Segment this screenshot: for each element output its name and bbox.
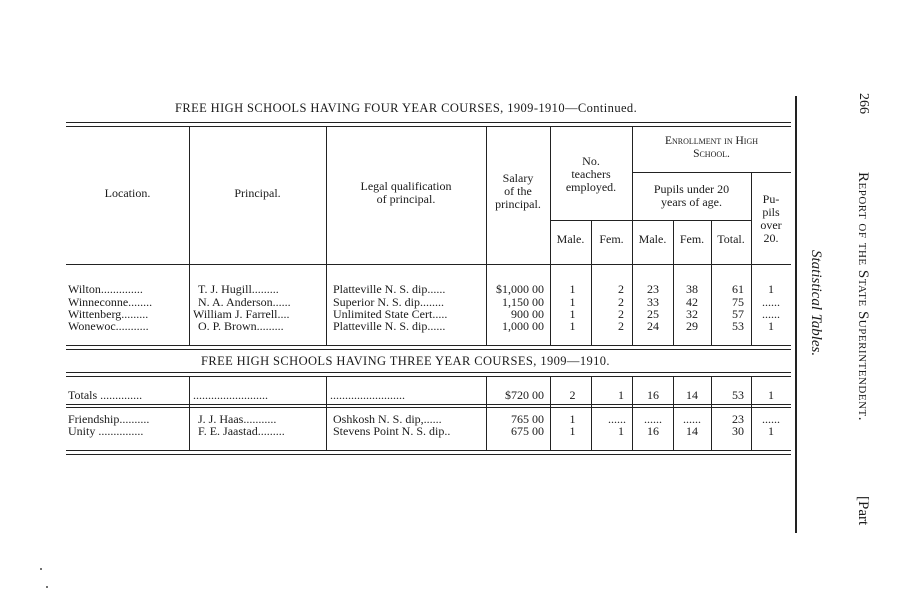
header-enrollment-line-2: School. <box>693 148 730 160</box>
table-row-principal: N. A. Anderson...... <box>198 295 291 309</box>
t2-rule-3 <box>486 377 487 450</box>
part-label: [Part <box>855 496 871 526</box>
header-over20-line-4: 20. <box>763 231 779 245</box>
body-rule-7 <box>673 274 674 345</box>
body-rule-6 <box>632 274 633 345</box>
header-fem-teachers: Fem. <box>599 232 624 246</box>
header-total: Total. <box>717 232 745 246</box>
table-row-fem-teachers: ...... <box>608 412 626 426</box>
table-row-principal: F. E. Jaastad......... <box>198 424 285 438</box>
header-male-pupils: Male. <box>638 232 667 246</box>
table-row-total: 75 <box>732 295 744 309</box>
header-fem-pupils: Fem. <box>679 232 705 246</box>
header-salary-line-2: of the <box>504 184 532 198</box>
table-row-total: 23 <box>732 412 744 426</box>
header-over20-line-3: over <box>760 218 782 232</box>
totals-male-pupils: 16 <box>647 388 659 402</box>
table-row-total: 53 <box>732 319 744 333</box>
table-row-over20: ...... <box>762 412 780 426</box>
totals-over20: 1 <box>768 388 774 402</box>
table-row-male-teachers: 1 <box>569 307 576 321</box>
header-teachers-line-1: No. <box>582 154 600 168</box>
header-salary <box>486 172 550 211</box>
col-rule-total <box>711 220 712 274</box>
table-row-qualification: Unlimited State Cert..... <box>333 307 448 321</box>
table-row-over20: 1 <box>768 424 774 438</box>
header-enrollment-line-1: Enrollment in High <box>664 135 759 147</box>
t2-rule-8 <box>711 377 712 450</box>
header-under20-line-2: years of age. <box>661 195 722 209</box>
header-qualification-line-1: Legal qualification <box>360 179 452 193</box>
bottom-rule-1 <box>66 450 791 451</box>
table-row-qualification: Oshkosh N. S. dip,...... <box>333 412 442 426</box>
table-row-male-teachers: 1 <box>569 295 576 309</box>
side-title: Statistical Tables. <box>808 250 824 357</box>
table-row-qualification: Platteville N. S. dip...... <box>333 282 446 296</box>
table-row-salary: 900 00 <box>511 307 544 321</box>
table-row-fem-teachers: 2 <box>618 319 624 333</box>
table-row-male-teachers: 1 <box>569 319 576 333</box>
table-row-male-teachers: 1 <box>569 424 576 438</box>
table-row-male-pupils: 33 <box>647 295 659 309</box>
t2-rule-9 <box>751 377 752 450</box>
table-row-male-pupils: ...... <box>644 412 662 426</box>
body-rule-2 <box>326 274 327 345</box>
table-row-salary: 765 00 <box>511 412 544 426</box>
top-rule-2 <box>66 126 791 127</box>
table-row-qualification: Superior N. S. dip........ <box>333 295 444 309</box>
table-row-fem-pupils: 38 <box>686 282 698 296</box>
header-teachers-line-2: teachers <box>571 167 611 181</box>
body-rule-3 <box>486 274 487 345</box>
totals-male-teachers: 2 <box>569 388 576 402</box>
header-qualification <box>326 180 486 206</box>
table-row-location: Friendship.......... <box>68 412 150 426</box>
t2-rule-6 <box>632 377 633 450</box>
header-bottom-rule <box>66 264 791 265</box>
col-rule-principal <box>189 127 190 274</box>
table-row-qualification: Platteville N. S. dip...... <box>333 319 446 333</box>
table-row-fem-pupils: 32 <box>686 307 698 321</box>
totals-rule-1 <box>66 404 791 405</box>
table-row-over20: ...... <box>762 295 780 309</box>
header-over20-line-1: Pu- <box>762 192 780 206</box>
header-teachers <box>550 155 632 194</box>
table2-title: FREE HIGH SCHOOLS HAVING THREE YEAR COURSES, 1909—1910. <box>201 354 610 368</box>
table-row-location: Unity ............... <box>68 424 144 438</box>
body-rule-5 <box>591 274 592 345</box>
table2-top-rule-2 <box>66 376 791 377</box>
col-rule-fem-teachers <box>591 220 592 274</box>
scan-speck <box>40 568 42 570</box>
totals-principal: ......................... <box>193 388 268 402</box>
table1-end-rule-2 <box>66 349 791 350</box>
table-row-fem-pupils: 42 <box>686 295 698 309</box>
table-row-over20: 1 <box>768 319 774 333</box>
body-rule-9 <box>751 274 752 345</box>
table1-title: FREE HIGH SCHOOLS HAVING FOUR YEAR COURSES, 1909-1910—Continued. <box>175 101 638 115</box>
header-over20-line-2: pils <box>762 205 780 219</box>
table-row-over20: 1 <box>768 282 774 296</box>
t2-rule-7 <box>673 377 674 450</box>
table-row-salary: 675 00 <box>511 424 544 438</box>
top-rule-1 <box>66 122 791 123</box>
scan-speck <box>46 586 48 588</box>
table-row-fem-pupils: 14 <box>686 424 698 438</box>
running-head: Report of the State Superintendent. <box>855 172 871 421</box>
header-male-teachers: Male. <box>556 232 585 246</box>
table-row-total: 61 <box>732 282 744 296</box>
totals-salary: $720 00 <box>505 388 544 402</box>
totals-label: Totals .............. <box>68 388 143 402</box>
table-row-male-pupils: 25 <box>647 307 659 321</box>
table1-end-rule-1 <box>66 345 791 346</box>
table-row-total: 57 <box>732 307 744 321</box>
header-location: Location. <box>104 186 151 200</box>
totals-qualification: ......................... <box>330 388 405 402</box>
totals-total: 53 <box>732 388 744 402</box>
table-row-principal: J. J. Haas........... <box>198 412 277 426</box>
table-row-fem-teachers: 2 <box>618 282 624 296</box>
table-row-male-teachers: 1 <box>569 282 576 296</box>
t2-rule-2 <box>326 377 327 450</box>
t2-rule-5 <box>591 377 592 450</box>
body-rule-4 <box>550 274 551 345</box>
header-principal: Principal. <box>234 186 281 200</box>
totals-fem-teachers: 1 <box>618 388 624 402</box>
header-teachers-line-3: employed. <box>565 180 617 194</box>
col-rule-fem-pupils <box>673 220 674 274</box>
header-under20 <box>632 183 751 209</box>
body-rule-1 <box>189 274 190 345</box>
table-row-fem-teachers: 1 <box>618 424 624 438</box>
table-row-fem-pupils: 29 <box>686 319 698 333</box>
t2-rule-4 <box>550 377 551 450</box>
totals-fem-pupils: 14 <box>686 388 698 402</box>
table-row-location: Winneconne........ <box>68 295 153 309</box>
table-row-total: 30 <box>732 424 744 438</box>
table-row-location: Wonewoc........... <box>68 319 149 333</box>
header-under20-line-1: Pupils under 20 <box>653 182 730 196</box>
totals-rule-2 <box>66 407 791 408</box>
table-row-over20: ...... <box>762 307 780 321</box>
header-salary-line-1: Salary <box>502 171 534 185</box>
table-row-location: Wilton.............. <box>68 282 143 296</box>
table-row-salary: 1,150 00 <box>502 295 544 309</box>
table-row-male-teachers: 1 <box>569 412 576 426</box>
table-row-salary: 1,000 00 <box>502 319 544 333</box>
table-row-principal: O. P. Brown......... <box>198 319 284 333</box>
col-rule-teachers <box>550 127 551 274</box>
table-row-fem-pupils: ...... <box>683 412 701 426</box>
table2-top-rule-1 <box>66 372 791 373</box>
table-row-fem-teachers: 2 <box>618 295 624 309</box>
enrollment-sub-rule <box>632 172 791 173</box>
side-rule <box>795 96 797 533</box>
table-row-location: Wittenberg......... <box>68 307 149 321</box>
header-over20 <box>751 193 791 245</box>
page-number: 266 <box>856 93 871 114</box>
table-row-male-pupils: 24 <box>647 319 659 333</box>
male-fem-rule <box>550 220 751 221</box>
table-row-fem-teachers: 2 <box>618 307 624 321</box>
table-row-male-pupils: 16 <box>647 424 659 438</box>
table-row-male-pupils: 23 <box>647 282 659 296</box>
header-enrollment <box>632 135 791 161</box>
table-row-qualification: Stevens Point N. S. dip.. <box>333 424 451 438</box>
header-qualification-line-2: of principal. <box>376 192 436 206</box>
table-row-principal: William J. Farrell.... <box>193 307 290 321</box>
table-row-principal: T. J. Hugill......... <box>198 282 279 296</box>
t2-rule-1 <box>189 377 190 450</box>
body-rule-8 <box>711 274 712 345</box>
bottom-rule-2 <box>66 454 791 455</box>
table-row-salary: $1,000 00 <box>496 282 544 296</box>
header-salary-line-3: principal. <box>495 197 541 211</box>
